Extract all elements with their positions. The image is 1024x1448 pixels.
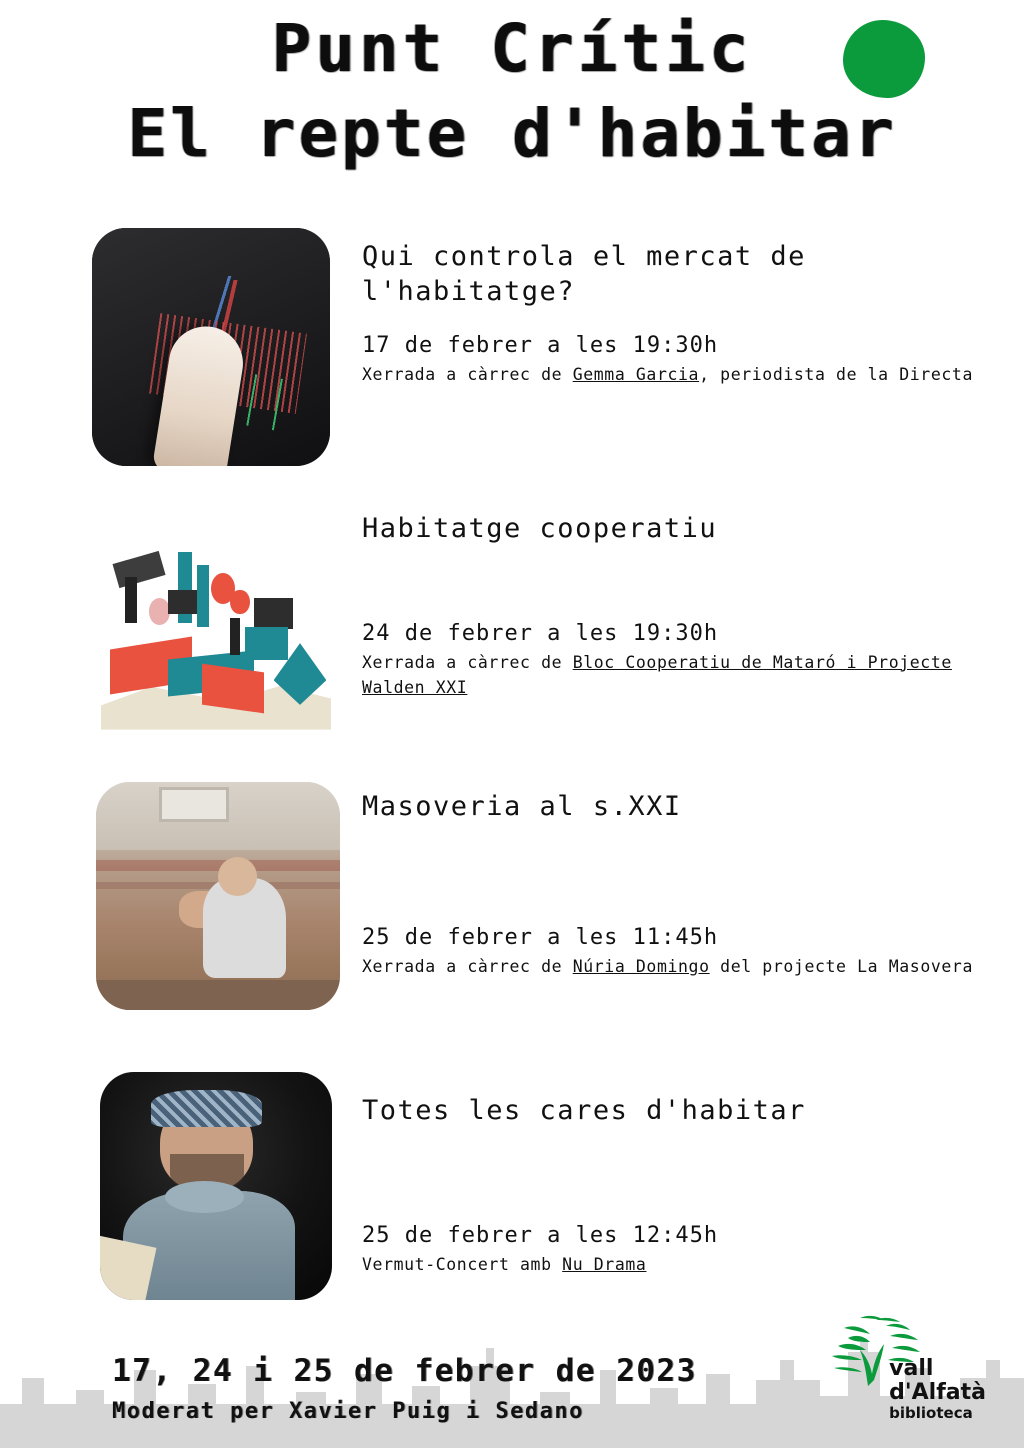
- event-desc-link[interactable]: Núria Domingo: [572, 956, 710, 976]
- event-desc-suffix: , periodista de la Directa: [699, 365, 973, 385]
- footer-moderator: Moderat per Xavier Puig i Sedano: [112, 1399, 584, 1424]
- event-title: Qui controla el mercat de l'habitatge?: [362, 241, 806, 307]
- event-date: 25 de febrer a les 11:45h: [362, 924, 719, 950]
- event-desc-prefix: Xerrada a càrrec de: [362, 652, 573, 672]
- event-description: [362, 1252, 992, 1278]
- event-desc-link[interactable]: Gemma Garcia: [572, 365, 700, 385]
- event-description: [362, 362, 992, 388]
- event-description: [362, 650, 992, 701]
- event-thumbnail-wall: [96, 782, 340, 1010]
- green-dot-decoration: [843, 20, 925, 98]
- footer-text: [112, 1353, 812, 1424]
- event-date: 25 de febrer a les 12:45h: [362, 1222, 719, 1248]
- event-description: [362, 954, 992, 980]
- event-title: Masoveria al s.XXI: [362, 791, 682, 822]
- event-desc-prefix: Vermut-Concert amb: [362, 1254, 563, 1274]
- event-desc-link[interactable]: Bloc Cooperatiu de Mataró i Projecte Walden XXI: [362, 652, 952, 698]
- title-line-1: Punt Crític: [271, 10, 753, 87]
- logo-line-1: vall: [889, 1356, 934, 1382]
- event-desc-prefix: Xerrada a càrrec de: [362, 365, 573, 385]
- title-line-2: El repte d'habitar: [127, 95, 897, 173]
- event-date: 24 de febrer a les 19:30h: [362, 620, 719, 646]
- event-title: Habitatge cooperatiu: [362, 513, 718, 544]
- event-desc-prefix: Xerrada a càrrec de: [362, 956, 573, 976]
- logo-line-2: d'Alfatà: [889, 1379, 986, 1405]
- event-title: Totes les cares d'habitar: [362, 1095, 806, 1126]
- event-date: 17 de febrer a les 19:30h: [362, 333, 719, 359]
- library-logo-text: [889, 1357, 986, 1422]
- event-desc-link[interactable]: Nu Drama: [562, 1254, 647, 1274]
- event-thumbnail-portrait: [100, 1072, 332, 1300]
- logo-line-3: biblioteca: [889, 1404, 973, 1423]
- footer-dates: 17, 24 i 25 de febrer de 2023: [112, 1353, 697, 1389]
- event-thumbnail-chart: [92, 228, 330, 466]
- event-desc-suffix: del projecte La Masovera: [709, 956, 973, 976]
- event-thumbnail-illustration: [96, 536, 336, 742]
